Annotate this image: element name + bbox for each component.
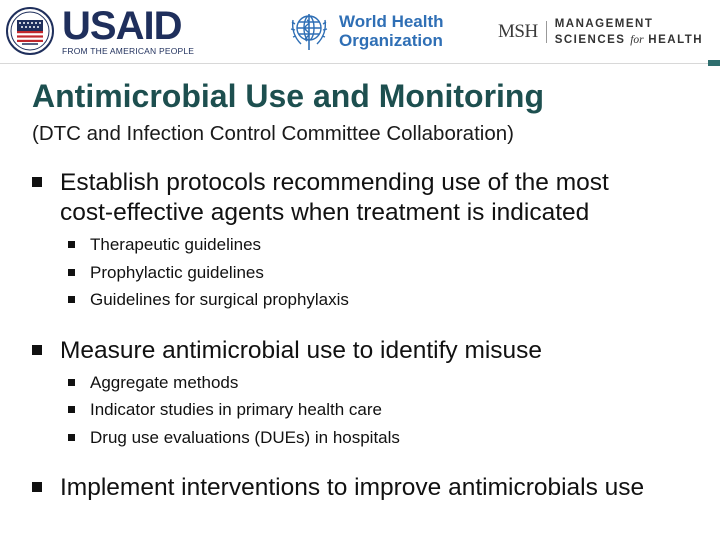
slide-title: Antimicrobial Use and Monitoring (32, 78, 545, 114)
sub-bullet-item: Guidelines for surgical prophylaxis (32, 286, 712, 314)
header-divider (0, 63, 720, 64)
msh-name-line1: MANAGEMENT (554, 18, 654, 30)
usaid-tagline: FROM THE AMERICAN PEOPLE (62, 45, 195, 56)
square-bullet-icon (68, 434, 75, 441)
msh-name-line2: SCIENCES for HEALTH (554, 34, 704, 46)
msh-logo (498, 14, 703, 50)
bullet-list (32, 168, 712, 503)
usaid-wordmark: USAID (62, 3, 182, 48)
logo-header (0, 0, 720, 62)
who-emblem-icon (285, 8, 333, 54)
square-bullet-icon (68, 296, 75, 303)
square-bullet-icon (68, 379, 75, 386)
slide-subtitle: (DTC and Infection Control Committee Collaboration) (32, 122, 514, 145)
sub-bullet-item: Prophylactic guidelines (32, 259, 712, 287)
who-logo (285, 8, 444, 54)
bullet-item: Establish protocols recommending use of the most cost-effective agents when treatment is indicated (32, 168, 712, 228)
who-name-line2: Organization (339, 31, 443, 50)
accent-mark (708, 60, 720, 66)
square-bullet-icon (32, 482, 42, 492)
square-bullet-icon (68, 269, 75, 276)
usaid-logo (6, 3, 195, 56)
square-bullet-icon (68, 406, 75, 413)
sub-bullet-item: Indicator studies in primary health care (32, 396, 712, 424)
sub-bullet-item: Drug use evaluations (DUEs) in hospitals (32, 424, 712, 452)
sub-bullet-list (32, 231, 712, 314)
usaid-seal-icon (6, 7, 54, 55)
sub-bullet-item: Aggregate methods (32, 369, 712, 397)
msh-mark: MSH (498, 21, 547, 43)
square-bullet-icon (32, 345, 42, 355)
square-bullet-icon (68, 241, 75, 248)
sub-bullet-item: Therapeutic guidelines (32, 231, 712, 259)
bullet-item: Measure antimicrobial use to identify misuse (32, 336, 712, 366)
bullet-item: Implement interventions to improve antimicrobials use (32, 473, 712, 503)
square-bullet-icon (32, 177, 42, 187)
who-name-line1: World Health (339, 12, 444, 31)
sub-bullet-list (32, 369, 712, 452)
